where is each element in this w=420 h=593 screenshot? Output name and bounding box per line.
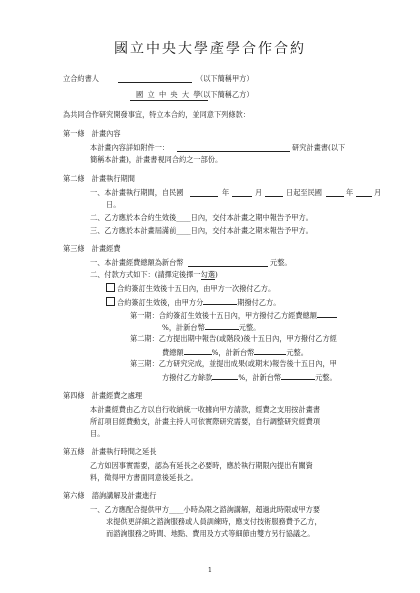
lump-sum-checkbox[interactable] — [106, 283, 115, 292]
option-lump-sum — [106, 283, 275, 294]
start-day-blank — [265, 188, 283, 197]
document-title: 國立中央大學產學合作合約 — [114, 41, 306, 57]
option-lump-sum-label: 合約簽訂生效後十五日內，由甲方一次撥付乙方。 — [117, 284, 276, 293]
tick-mark-text: 勾選 — [200, 270, 216, 279]
phase-2-percent-blank — [184, 346, 212, 355]
total-amount-blank — [188, 258, 268, 267]
phase-2-line-a: 第二期：乙方提出期中報告(或階段)後十五日內，甲方撥付乙方經 — [130, 334, 337, 343]
article-2-item-2: 二、乙方應於本合約生效後____日內，交付本計畫之期中報告予甲方。 — [90, 213, 313, 222]
plan-name-blank — [177, 143, 290, 152]
start-month-blank — [232, 188, 252, 197]
start-year-blank — [190, 188, 218, 197]
phase-2-tail: 元整。 — [286, 348, 308, 357]
payment-method-close: ) — [215, 270, 218, 279]
start-year-label: 年 — [222, 188, 230, 197]
phase-3-amount-blank — [281, 371, 315, 380]
article-4-line-3: 目。 — [90, 429, 105, 438]
phase-2-line-b — [162, 346, 308, 358]
article-6-line-1: 一、乙方應配合提供甲方____小時為限之諮詢講解，超過此時限或甲方要 — [90, 505, 321, 514]
party-b-name: 國 立 中 央 大 學 — [130, 90, 208, 101]
option-installments — [106, 296, 280, 308]
end-year-label: 年 — [346, 188, 354, 197]
start-month-label: 月 — [255, 188, 263, 197]
article-5-line-2: 料，徵得甲方書面同意後延長之。 — [90, 473, 198, 482]
end-month-label: 月 — [374, 188, 382, 197]
article-2-item-1-a: 一、本計畫執行期間，自民國 — [90, 188, 184, 197]
article-3-heading: 第三條 計畫經費 — [63, 244, 121, 253]
preamble: 為共同合作研究開發事宜，特立本合約，並同意下列條款： — [63, 110, 250, 119]
party-a-note: （以下簡稱甲方） — [196, 74, 254, 83]
article-2-item-1-cont: 日。 — [106, 200, 121, 209]
option-installments-tail: 期撥付乙方。 — [237, 298, 281, 307]
article-4-line-1: 本計畫經費由乙方以自行收納統一收據向甲方請款，經費之支用按計畫書 — [90, 405, 321, 414]
article-3-item-1-b: 元整。 — [270, 258, 292, 267]
start-day-label: 日起至民國 — [286, 188, 322, 197]
party-a-label: 立合約書人 — [63, 74, 99, 83]
phase-3-tail: 元整。 — [315, 373, 337, 382]
page-number: 1 — [207, 566, 213, 574]
article-5-line-1: 乙方如因事實需要，認為有延長之必要時，應於執行期限內提出有關資 — [90, 461, 313, 470]
payment-method-text: 二、付款方式如下：(請擇定後擇一 — [90, 270, 201, 279]
article-4-line-2: 所訂項目經費動支，計畫主持人可依實際研究需要，自行調整研究經費項 — [90, 417, 321, 426]
article-2-heading: 第二條 計畫執行期間 — [63, 174, 135, 183]
phase-3-line-b — [162, 371, 337, 383]
phase-1-line-b — [162, 321, 260, 333]
end-month-blank — [356, 188, 372, 197]
phase-1-line-a — [130, 309, 337, 321]
installments-checkbox[interactable] — [106, 297, 115, 306]
end-year-blank — [326, 188, 344, 197]
article-2-item-3: 三、乙方應於本計畫屆滿前____日內，交付本計畫之期末報告予甲方。 — [90, 226, 313, 235]
article-1-text-c: 簡稱本計畫)，計畫書視同合約之一部份。 — [90, 155, 223, 164]
article-6-line-2: 求提供更詳細之諮詢服務或人員訓練時，應支付技術服務費予乙方， — [106, 517, 322, 526]
article-1-heading: 第一條 計畫內容 — [63, 129, 121, 138]
article-1-text-a: 本計畫內容詳如附件一： — [90, 143, 170, 152]
phase-2-head: 費總額 — [162, 348, 184, 357]
article-6-line-3: 而諮詢服務之時間、地點、費用及方式等細節由雙方另行協議之。 — [106, 529, 315, 538]
phase-3-percent-blank — [212, 371, 238, 380]
phase-3-line-a: 第三期：乙方研究完成，並提出成果(或期末)報告後十五日內，甲 — [130, 359, 337, 368]
article-3-item-1-a: 一、本計畫經費總額為新台幣 — [90, 258, 184, 267]
phase-3-percent-label: %，計新台幣 — [238, 373, 282, 382]
article-5-heading: 第五條 計畫執行時間之延長 — [63, 447, 157, 456]
phase-3-head: 方撥付乙方餘款 — [162, 373, 213, 382]
phase-1-percent-blank — [317, 309, 337, 318]
phase-1-percent-label: %，計新台幣 — [162, 323, 205, 332]
article-6-heading: 第六條 諮詢講解及計畫進行 — [63, 491, 157, 500]
phase-1-tail: 元整。 — [238, 323, 261, 332]
phase-2-percent-label: %，計新台幣 — [211, 348, 255, 357]
option-installments-label: 合約簽訂生效後，由甲方分 — [117, 298, 204, 307]
article-3-item-2-a — [90, 270, 218, 280]
article-4-heading: 第四條 計畫經費之處理 — [63, 391, 143, 400]
phase-1-text: 第一期：合約簽訂生效後十五日內，甲方撥付乙方經費總額 — [130, 311, 317, 320]
phase-1-amount-blank — [205, 321, 239, 330]
phase-2-amount-blank — [254, 346, 286, 355]
party-a-blank — [118, 74, 192, 83]
party-b-note: （以下簡稱乙方） — [196, 90, 254, 99]
installment-count-blank — [203, 296, 237, 305]
article-1-text-b: 研究計畫書(以下 — [292, 143, 346, 152]
